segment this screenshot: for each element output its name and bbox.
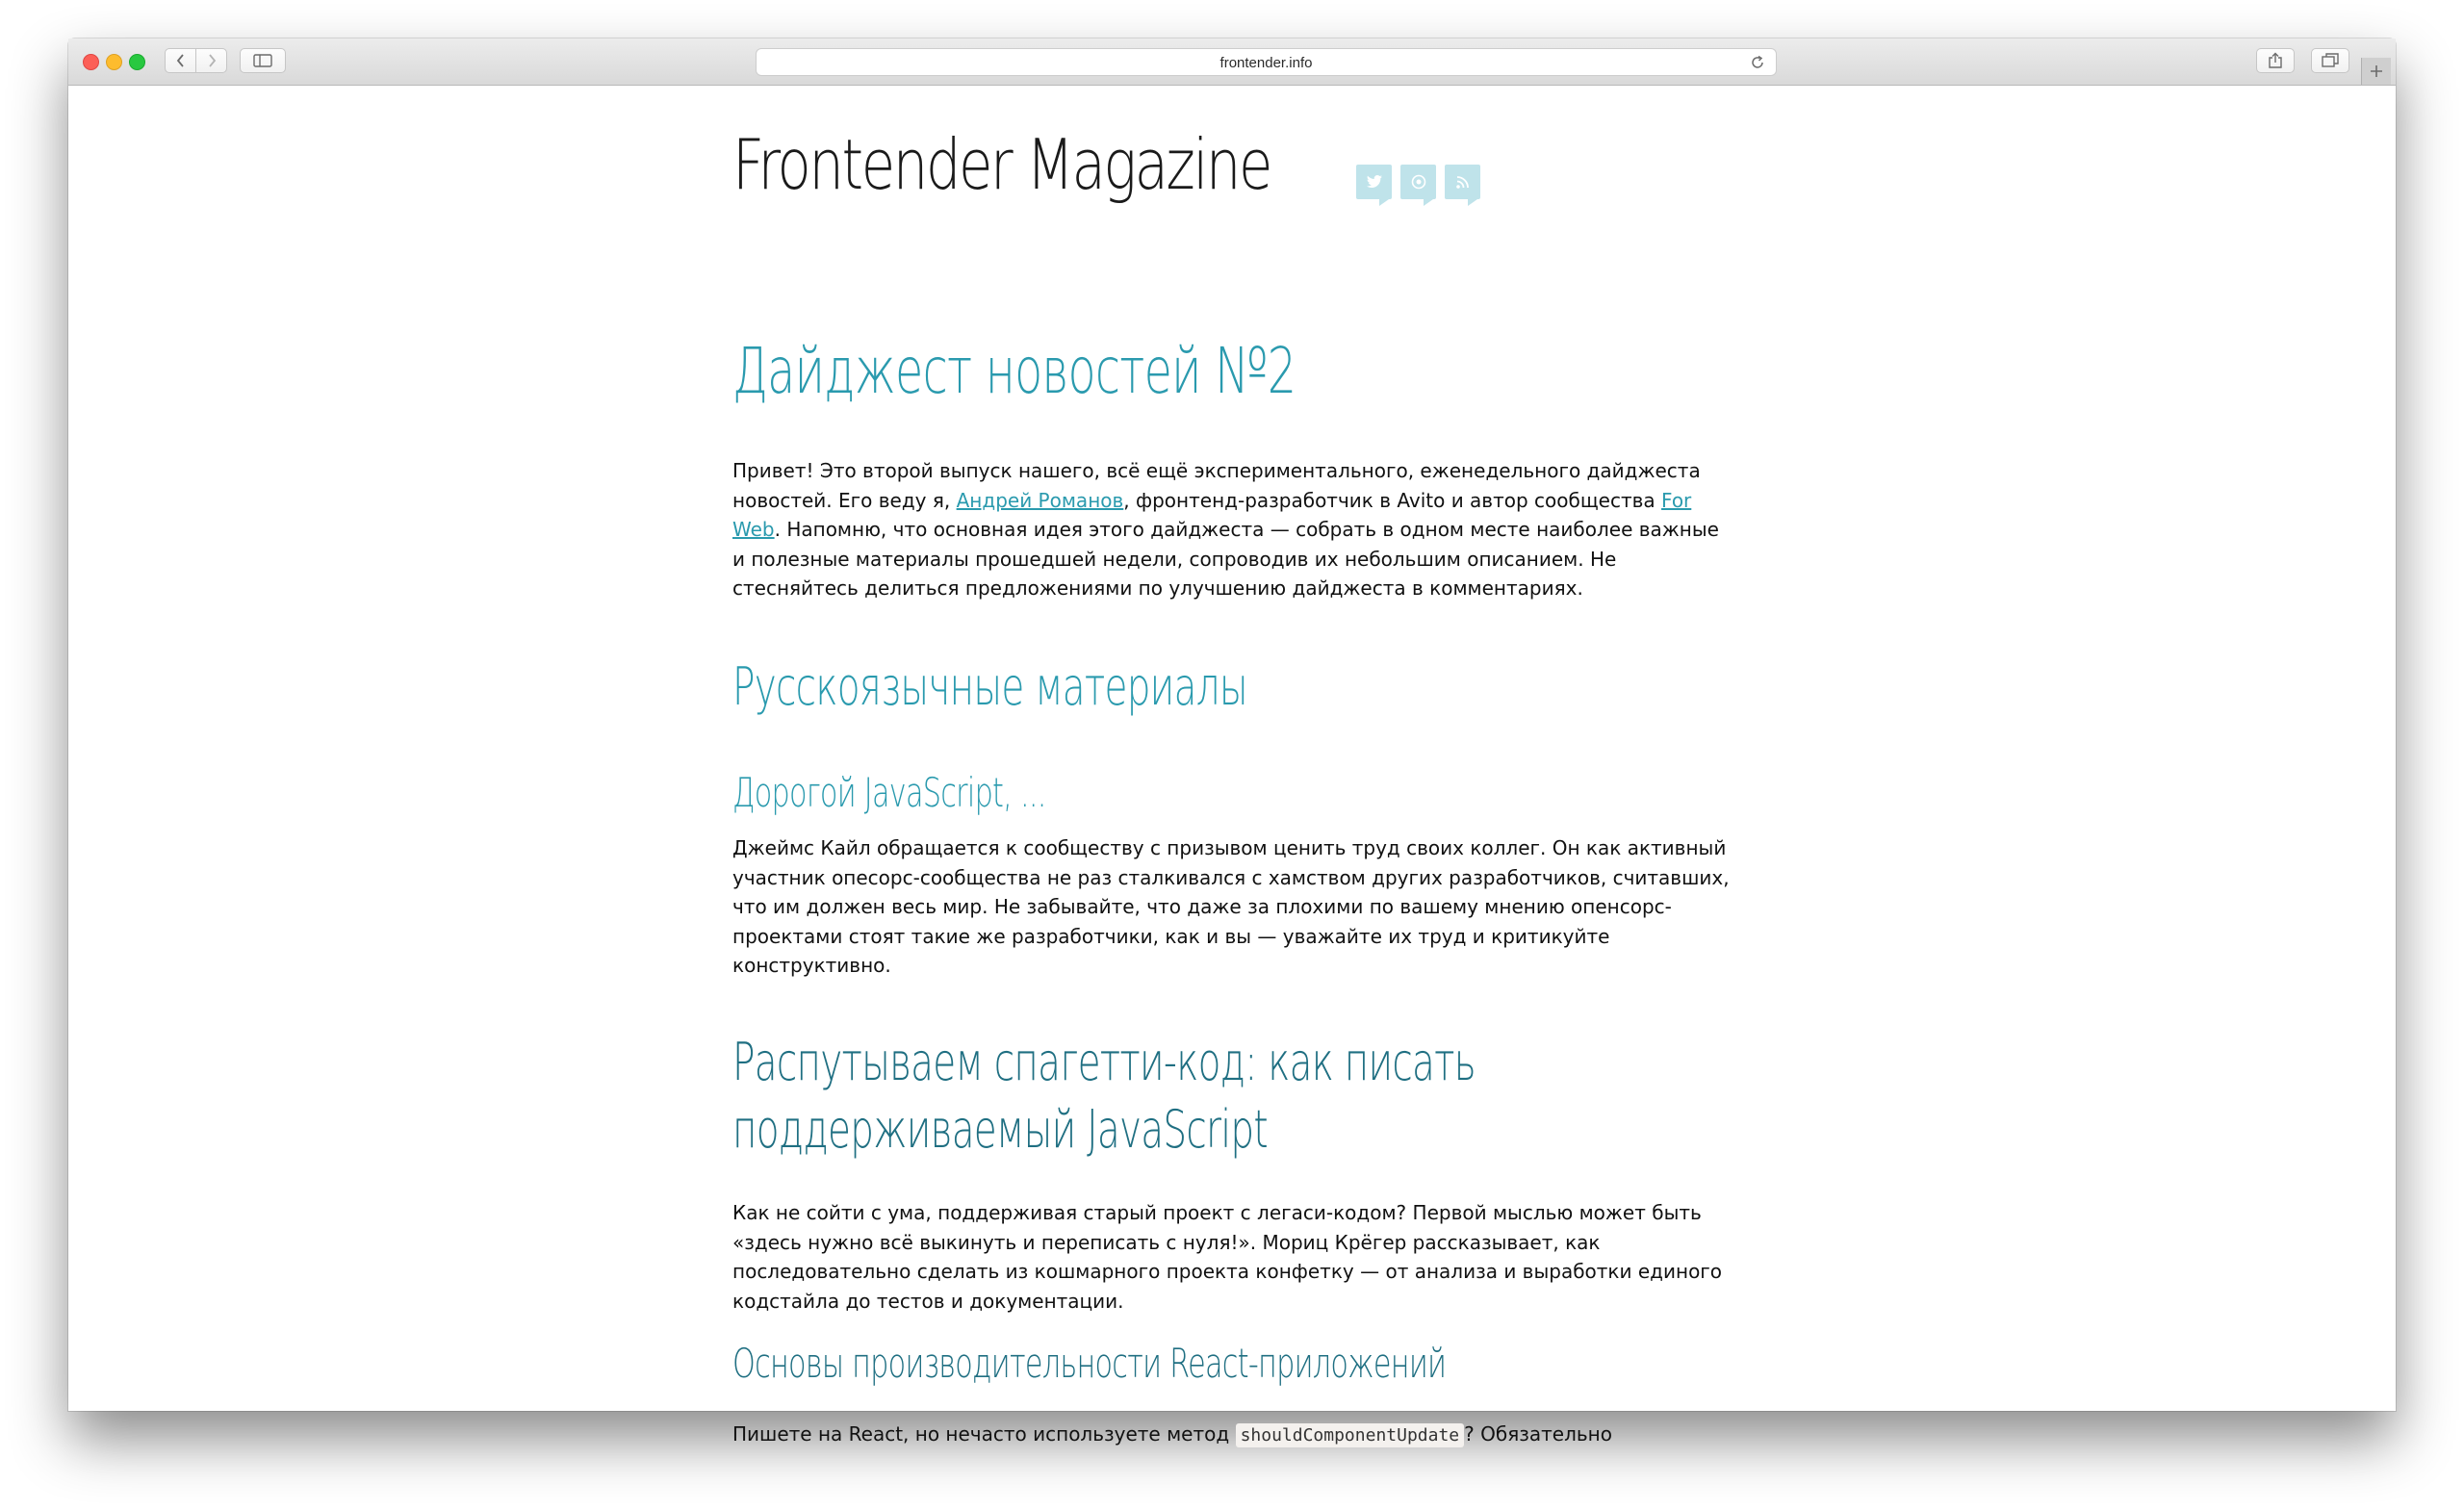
page-content (68, 86, 2396, 1446)
item-text-before: Пишете на React, но нечасто используете метод (732, 1422, 1236, 1446)
item-title[interactable]: Дорогой JavaScript, ... (732, 769, 1046, 816)
back-button[interactable] (165, 48, 196, 73)
twitter-link[interactable] (1356, 165, 1392, 205)
url-text: frontender.info (1219, 55, 1313, 71)
zoom-window-button[interactable] (129, 54, 145, 70)
article-title[interactable]: Дайджест новостей №2 (732, 334, 1296, 408)
vk-link[interactable] (1400, 165, 1436, 205)
forward-button[interactable] (195, 48, 227, 73)
plus-icon (2369, 64, 2384, 79)
tabs-icon (2322, 53, 2339, 68)
item-description (732, 1420, 1733, 1451)
section-title: Русскоязычные материалы (732, 656, 1247, 717)
reload-icon[interactable] (1749, 54, 1766, 71)
intro-text-1: Привет! Это второй выпуск нашего, всё ещё экспериментального, еженедельного дайджеста новостей. Его веду я, (732, 459, 1701, 512)
minimize-window-button[interactable] (106, 54, 122, 70)
sidebar-toggle-button[interactable] (240, 48, 286, 73)
social-links (1356, 165, 1480, 205)
intro-text-2: , фронтенд-разработчик в Avito и автор сообщества (1123, 488, 1662, 512)
close-window-button[interactable] (83, 54, 99, 70)
site-title[interactable]: Frontender Magazine (732, 124, 1271, 205)
rss-link[interactable] (1445, 165, 1480, 205)
address-bar[interactable] (756, 48, 1777, 76)
inline-code: shouldComponentUpdate (1236, 1423, 1465, 1447)
item-description: Джеймс Кайл обращается к сообществу с призывом ценить труд своих коллег. Он как активный участник опесорс-сообщества не раз сталкивался с хамством других разработчиков, считавших, что им должен весь мир. Не забывайте, что даже за плохими по вашему мнению опенсорс-проектами стоят такие же разработчики, как и вы — уважайте их труд и критикуйте конструктивно. (732, 836, 1730, 977)
item-title[interactable]: Основы производительности React-приложений (732, 1340, 1447, 1387)
browser-window (68, 38, 2396, 1446)
browser-toolbar (68, 38, 2396, 86)
item-description: Как не сойти с ума, поддерживая старый проект с легаси-кодом? Первой мыслью может быть «здесь нужно всё выкинуть и переписать с нуля!». Мориц Крёгер рассказывает, как последовательно сделать из кошмарного проекта конфетку — от анализа и выработки единого кодстайла до тестов и документации. (732, 1201, 1723, 1313)
rss-icon (1455, 174, 1471, 190)
show-tabs-button[interactable] (2311, 48, 2349, 73)
intro-paragraph (732, 456, 1733, 603)
item-text-after: ? Обязательно (1464, 1422, 1612, 1446)
share-button[interactable] (2256, 48, 2295, 73)
chevron-right-icon (206, 53, 218, 68)
community-link[interactable]: For Web (732, 488, 1692, 541)
share-icon (2268, 52, 2283, 69)
twitter-icon (1366, 174, 1383, 190)
chevron-left-icon (175, 53, 187, 68)
new-tab-button[interactable] (2361, 58, 2391, 85)
sidebar-icon (253, 54, 272, 67)
item-title-text: Распутываем спагетти-код: как писать поддерживаемый JavaScript (732, 1032, 1476, 1160)
item-title[interactable] (732, 1029, 1633, 1164)
intro-text-3: . Напомню, что основная идея этого дайджеста — собрать в одном месте наиболее важные и полезные материалы прошедшей недели, сопроводив их небольшим описанием. Не стесняйтесь делиться предложениями по улучшению дайджеста в комментариях. (732, 518, 1719, 600)
author-link[interactable]: Андрей Романов (956, 488, 1124, 512)
vk-icon (1411, 174, 1426, 190)
